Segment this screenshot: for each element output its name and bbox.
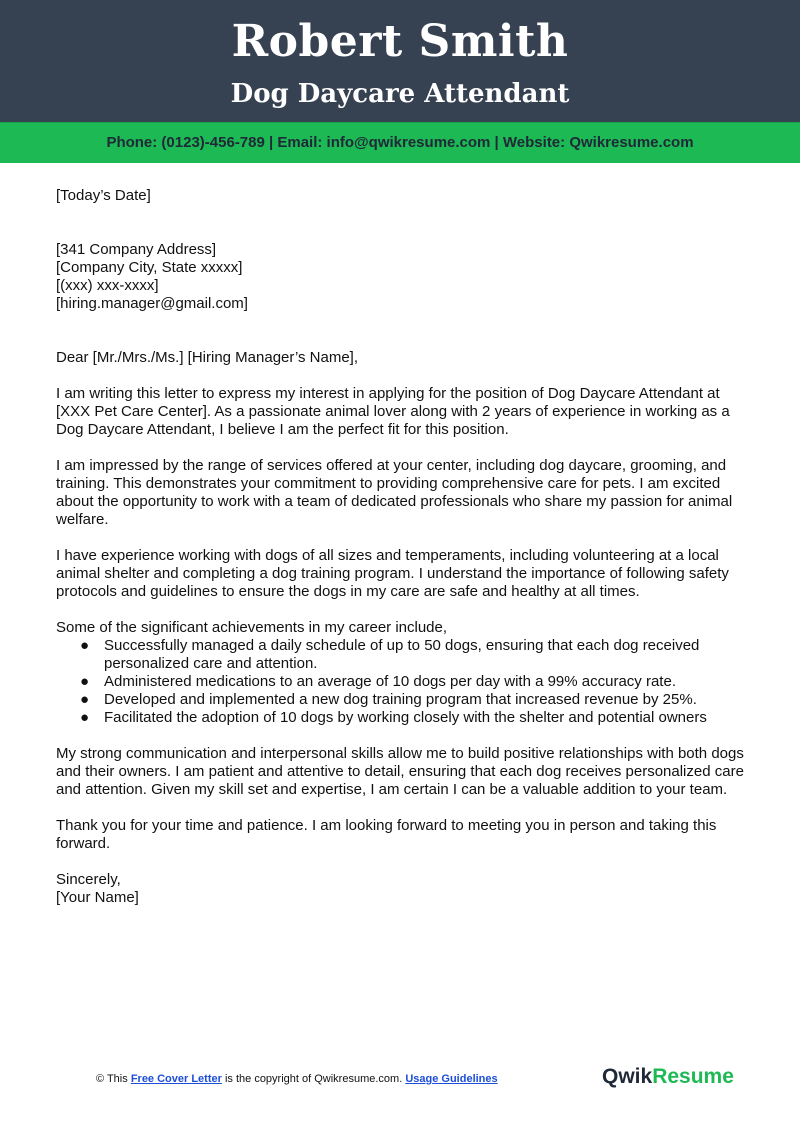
paragraph-services: I am impressed by the range of services offered at your center, including dog daycare, grooming, and training. This demonstrates your commitment to providing comprehensive care for pets. I am excited about the opportunity to work with a team of dedicated professionals who share my passion for animal welfare. <box>56 457 733 528</box>
signoff: Sincerely, <box>56 871 121 888</box>
paragraph-intro: I am writing this letter to express my interest in applying for the position of Dog Daycare Attendant at [XXX Pet Care Center]. As a passionate animal lover along with 2 years of experience in working as a Dog Daycare Attendant, I believe I am the perfect fit for this position. <box>56 385 730 438</box>
job-title: Dog Daycare Attendant <box>230 79 570 109</box>
list-item <box>56 691 746 709</box>
recipient-phone: [(xxx) xxx-xxxx] <box>56 277 159 294</box>
list-item <box>56 673 746 691</box>
footer-prefix: © This <box>96 1073 128 1085</box>
list-item <box>56 709 746 727</box>
logo-part-qwik: Qwik <box>602 1065 653 1088</box>
letter-date: [Today’s Date] <box>56 187 151 204</box>
recipient-block <box>56 241 746 313</box>
achievements-intro: Some of the significant achievements in my career include, <box>56 619 448 636</box>
usage-guidelines-link[interactable]: Usage Guidelines <box>405 1073 498 1085</box>
copyright-footer <box>96 1072 498 1086</box>
achievement-text: Facilitated the adoption of 10 dogs by working closely with the shelter and potential owners <box>104 709 707 726</box>
free-cover-letter-link[interactable]: Free Cover Letter <box>130 1073 222 1085</box>
applicant-name: Robert Smith <box>231 16 569 67</box>
list-item <box>56 637 746 673</box>
paragraph-experience: I have experience working with dogs of all sizes and temperaments, including volunteering at a local animal shelter and completing a dog training program. I understand the importance of following safety protocols and guidelines to ensure the dogs in my care are safe and healthy at all times. <box>56 547 729 600</box>
salutation: Dear [Mr./Mrs./Ms.] [Hiring Manager’s Name], <box>56 349 359 366</box>
achievement-text: Administered medications to an average of 10 dogs per day with a 99% accuracy rate. <box>104 673 676 690</box>
bullet-icon: ● <box>80 673 90 690</box>
achievements-list <box>56 637 746 727</box>
recipient-email: [hiring.manager@gmail.com] <box>56 295 248 312</box>
letter-body <box>56 187 746 907</box>
recipient-city-state: [Company City, State xxxxx] <box>56 259 243 276</box>
bullet-icon: ● <box>80 709 90 726</box>
bullet-icon: ● <box>80 691 90 708</box>
footer-middle: is the copyright of Qwikresume.com. <box>224 1073 403 1085</box>
logo-part-resume: Resume <box>652 1065 734 1088</box>
recipient-address: [341 Company Address] <box>56 241 217 258</box>
paragraph-thanks: Thank you for your time and patience. I am looking forward to meeting you in person and taking this forward. <box>56 817 717 852</box>
signature-name: [Your Name] <box>56 889 139 906</box>
contact-bar: Phone: (0123)-456-789 | Email: info@qwikresume.com | Website: Qwikresume.com <box>0 122 800 163</box>
paragraph-skills: My strong communication and interpersonal skills allow me to build positive relationships with both dogs and their owners. I am patient and attentive to detail, ensuring that each dog receives personalized care and attention. Given my skill set and expertise, I am certain I can be a valuable addition to your team. <box>56 745 744 798</box>
bullet-icon: ● <box>80 637 90 654</box>
achievement-text: Developed and implemented a new dog training program that increased revenue by 25%. <box>104 691 697 708</box>
achievement-text: Successfully managed a daily schedule of up to 50 dogs, ensuring that each dog received personalized care and attention. <box>104 637 700 672</box>
resume-header <box>0 0 800 122</box>
qwikresume-logo <box>602 1064 734 1090</box>
